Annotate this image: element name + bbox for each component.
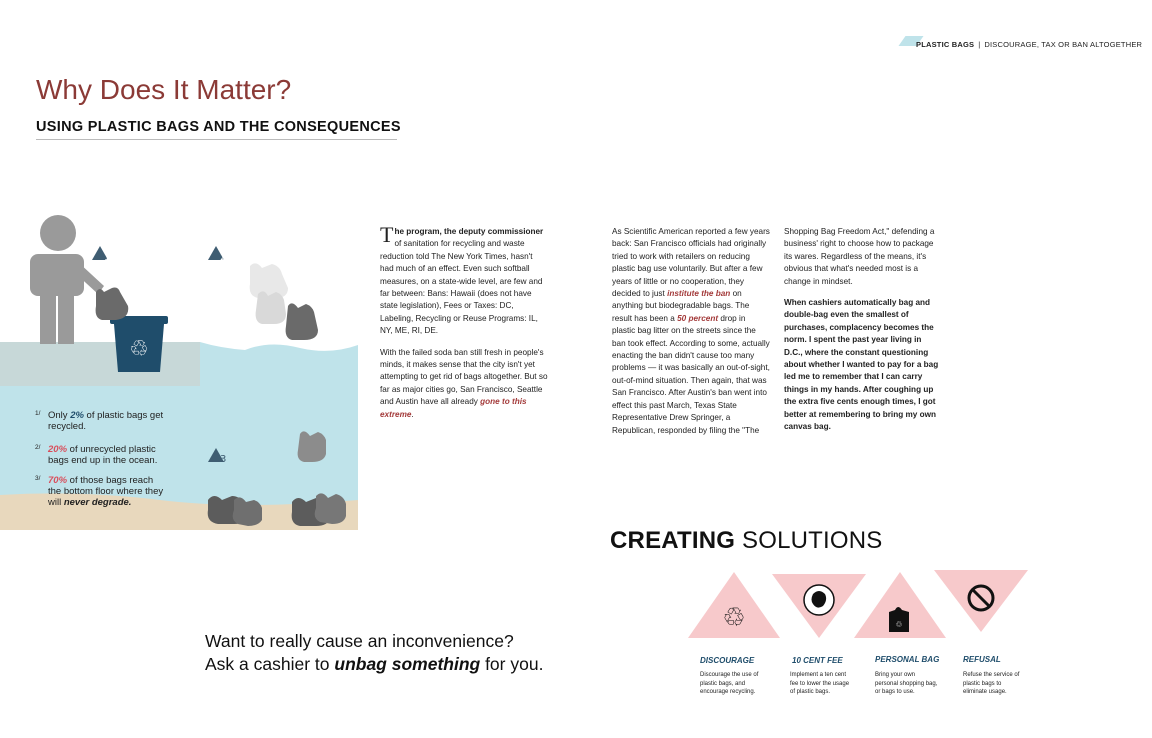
article-column-3	[784, 226, 940, 443]
card-label-discourage: DISCOURAGE	[700, 656, 755, 665]
card-desc-personal-bag: Bring your own personal shopping bag, or bags to use.	[875, 672, 938, 695]
solutions-title: CREATING SOLUTIONS	[610, 527, 883, 554]
discourage-card-icon	[688, 572, 780, 638]
header-brand: PLASTIC BAGS	[916, 40, 975, 49]
svg-text:♲: ♲	[895, 620, 903, 629]
subtitle-rule	[36, 139, 397, 140]
page-subtitle: USING PLASTIC BAGS AND THE CONSEQUENCES	[36, 119, 401, 135]
header-section: DISCOURAGE, TAX OR BAN ALTOGETHER	[984, 40, 1143, 49]
page-title: Why Does It Matter?	[36, 74, 292, 105]
pull-quote: Want to really cause an inconvenience? Ask a cashier to unbag something for you.	[205, 631, 544, 674]
card-desc-discourage: Discourage the use of plastic bags, and encourage recycling.	[700, 672, 759, 695]
stat-2: 2/ 20% of unrecycled plastic bags end up in the ocean.	[35, 444, 158, 466]
stat-3: 3/ 70% of those bags reach the bottom floor where they will never degrade.	[35, 475, 164, 508]
card-label-fee: 10 CENT FEE	[792, 656, 843, 665]
bag-in-hand	[96, 288, 129, 321]
svg-text:1: 1	[104, 252, 111, 263]
recycle-bin	[110, 316, 168, 372]
card-label-personal-bag: PERSONAL BAG	[875, 655, 940, 664]
recycle-icon: ♲	[722, 603, 746, 633]
person-figure	[30, 215, 104, 344]
article-paragraph-4: Shopping Bag Freedom Act," defending a business' right to choose how to package its wares. Regardless of the means, it's obvious that what's needed most is a change in mindset.	[784, 227, 935, 286]
stat-1: 1/ Only 2% of plastic bags get recycled.	[35, 410, 164, 432]
card-desc-refusal: Refuse the service of plastic bags to eliminate usage.	[963, 672, 1020, 695]
ground-platform	[0, 342, 200, 386]
article-column-1	[380, 222, 548, 430]
fee-card-icon	[772, 574, 866, 638]
svg-text:♲: ♲	[129, 337, 149, 362]
personal-bag-card-icon	[854, 572, 946, 638]
svg-text:2: 2	[220, 252, 227, 263]
marker-2	[208, 246, 226, 263]
card-label-refusal: REFUSAL	[963, 655, 1001, 664]
article-paragraph-2: With the failed soda ban still fresh in people's minds, it makes sense that the city isn't yet attempting to get rid of bags altogether. But so far as major cities go, San Francisco, Seattle and Austin have all already gone to this extreme.	[380, 347, 548, 419]
header-separator: |	[978, 40, 981, 49]
svg-text:3: 3	[220, 454, 227, 465]
article-paragraph-5: When cashiers automatically bag and double-bag even the smallest of purchases, complacency becomes the norm. I spent the past year living in D.C., where the constant questioning about whether I wanted to pay for a bag led me to remember that I can carry things in my hands. After coughing up the extra five cents enough times, I got better at remembering to bring my own canvas bag.	[784, 298, 939, 432]
marker-1	[92, 246, 110, 263]
solutions-icons	[686, 570, 1031, 642]
refusal-card-icon	[934, 570, 1028, 632]
card-desc-fee: Implement a ten cent fee to lower the usage of plastic bags.	[790, 672, 850, 695]
article-paragraph-1: The program, the deputy commissioner of sanitation for recycling and waste reduction told The New York Times, hasn't had much of an effect. Even such softball measures, on a state-wide level, are few and far between: Bans: Hawaii (does not have state legislation), Fees or Taxes: DC, Labeling, Recycling or Reuse Programs: IL, NY, ME, RI, DE.	[380, 222, 544, 336]
running-header	[902, 40, 1142, 49]
article-column-2	[612, 226, 770, 446]
article-paragraph-3: As Scientific American reported a few years back: San Francisco officials had originally tried to work with retailers on reducing plastic bag use voluntarily. But after a few years of little or no cooperation, they decided to just institute the ban on anything but biodegradable bags. The result has been a 50 percent drop in plastic bag litter on the streets since the ban took effect. According to some, actually enacting the ban didn't cause too many problems — it was basically an out-of-sight, out-of-mind situation. Then again, that was San Francisco. After Austin's ban went into effect this past March, Texas State Representative Drew Springer, a Republican, responded by filing the "The	[612, 227, 770, 435]
